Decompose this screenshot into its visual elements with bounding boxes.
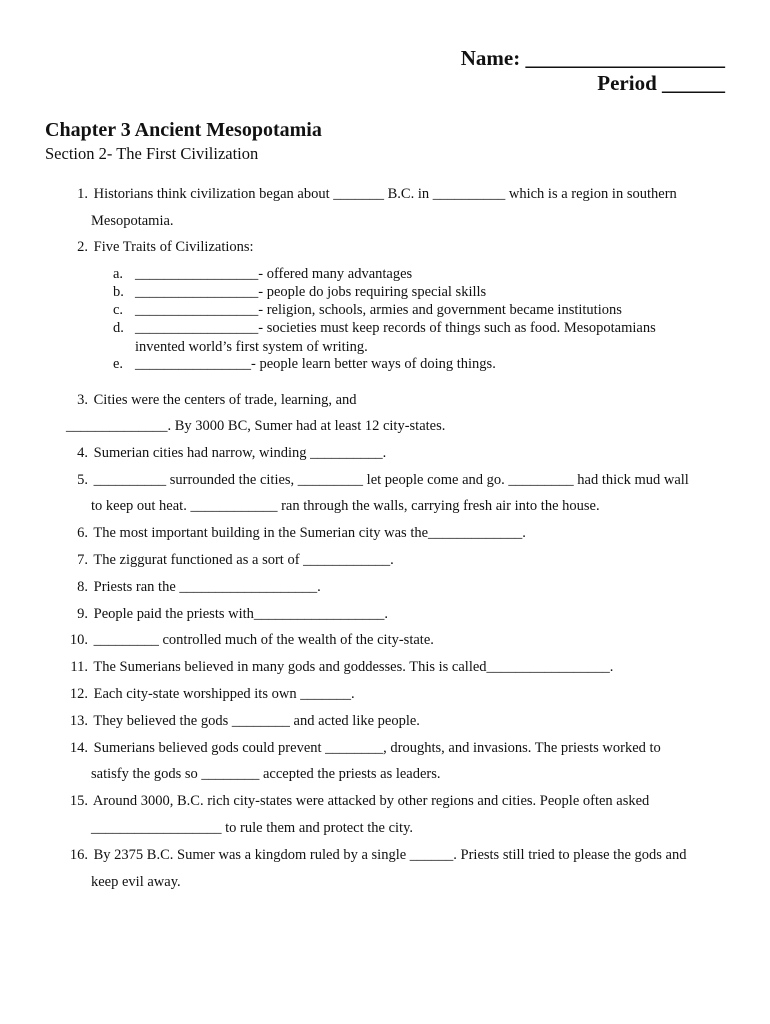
question-number: 4. xyxy=(77,445,88,461)
question-text: People paid the priests with__________________. xyxy=(93,606,389,622)
trait-text: ________________- people learn better ways of doing things. xyxy=(135,356,496,372)
question-number: 3. xyxy=(77,392,88,408)
question-text: They believed the gods ________ and acted like people. xyxy=(93,713,420,729)
trait-e xyxy=(113,356,496,373)
chapter-title: Chapter 3 Ancient Mesopotamia xyxy=(45,119,322,141)
question-text: The most important building in the Sumerian city was the_____________. xyxy=(93,525,526,541)
question-number: 12. xyxy=(69,686,88,702)
period-line: Period ______ xyxy=(597,71,725,95)
question-6 xyxy=(66,525,526,542)
question-text: __________ surrounded the cities, _________ let people come and go. _________ had thick mud wall xyxy=(93,472,689,488)
question-text: Around 3000, B.C. rich city-states were attacked by other regions and cities. People often asked xyxy=(92,793,650,809)
question-3 xyxy=(66,392,357,409)
trait-letter: e. xyxy=(113,356,124,372)
question-1 xyxy=(66,186,677,203)
question-text: Sumerian cities had narrow, winding __________. xyxy=(93,445,387,461)
trait-letter: b. xyxy=(113,284,124,300)
question-8 xyxy=(66,579,321,596)
trait-letter: d. xyxy=(113,320,124,336)
question-14-continued: satisfy the gods so ________ accepted the priests as leaders. xyxy=(91,766,441,782)
trait-c xyxy=(113,302,622,319)
question-5-continued: to keep out heat. ____________ ran through the walls, carrying fresh air into the house. xyxy=(91,498,600,514)
trait-b xyxy=(113,284,486,301)
question-text: The Sumerians believed in many gods and goddesses. This is called_________________. xyxy=(93,659,614,675)
question-number: 8. xyxy=(77,579,88,595)
question-number: 5. xyxy=(77,472,88,488)
trait-letter: c. xyxy=(113,302,124,318)
question-3-continued: ______________. By 3000 BC, Sumer had at least 12 city-states. xyxy=(66,418,446,434)
question-13 xyxy=(66,713,420,730)
question-number: 16. xyxy=(69,847,88,863)
question-7 xyxy=(66,552,394,569)
trait-letter: a. xyxy=(113,266,124,282)
question-15-continued: __________________ to rule them and protect the city. xyxy=(91,820,414,836)
question-text: Five Traits of Civilizations: xyxy=(93,239,254,255)
name-line: Name: ___________________ xyxy=(460,46,725,70)
trait-text: _________________- religion, schools, armies and government became institutions xyxy=(135,302,622,318)
question-number: 7. xyxy=(77,552,88,568)
question-text: Priests ran the ___________________. xyxy=(93,579,321,595)
question-number: 2. xyxy=(77,239,88,255)
trait-a xyxy=(113,266,412,283)
question-number: 14. xyxy=(69,740,88,756)
question-text: Each city-state worshipped its own _______. xyxy=(93,686,355,702)
question-16-continued: keep evil away. xyxy=(91,874,181,890)
question-2 xyxy=(66,239,254,256)
question-number: 10. xyxy=(69,632,88,648)
question-text: By 2375 B.C. Sumer was a kingdom ruled by a single ______. Priests still tried to please the gods and xyxy=(93,847,687,863)
trait-text: _________________- people do jobs requiring special skills xyxy=(135,284,487,300)
question-4 xyxy=(66,445,386,462)
question-12 xyxy=(66,686,355,703)
question-text: The ziggurat functioned as a sort of ____________. xyxy=(93,552,394,568)
question-9 xyxy=(66,606,388,623)
trait-text: _________________- offered many advantages xyxy=(135,266,413,282)
question-5 xyxy=(66,472,689,489)
question-number: 13. xyxy=(69,713,88,729)
question-text: Cities were the centers of trade, learning, and xyxy=(93,392,357,408)
question-16 xyxy=(66,847,686,864)
trait-text: _________________- societies must keep records of things such as food. Mesopotamians xyxy=(135,320,656,336)
question-number: 15. xyxy=(69,793,88,809)
question-11 xyxy=(66,659,613,676)
question-text: _________ controlled much of the wealth of the city-state. xyxy=(93,632,434,648)
question-number: 11. xyxy=(70,659,88,675)
question-number: 6. xyxy=(77,525,88,541)
question-14 xyxy=(66,740,661,757)
trait-d xyxy=(113,320,656,337)
question-number: 1. xyxy=(77,186,88,202)
question-10 xyxy=(66,632,434,649)
question-text: Sumerians believed gods could prevent ________, droughts, and invasions. The priests worked to xyxy=(93,740,661,756)
question-text: Historians think civilization began about _______ B.C. in __________ which is a region in southern xyxy=(93,186,677,202)
question-number: 9. xyxy=(77,606,88,622)
section-title: Section 2- The First Civilization xyxy=(45,144,259,163)
question-1-continued: Mesopotamia. xyxy=(91,213,174,229)
trait-d-continued: invented world’s first system of writing. xyxy=(135,339,368,355)
question-15 xyxy=(66,793,649,810)
